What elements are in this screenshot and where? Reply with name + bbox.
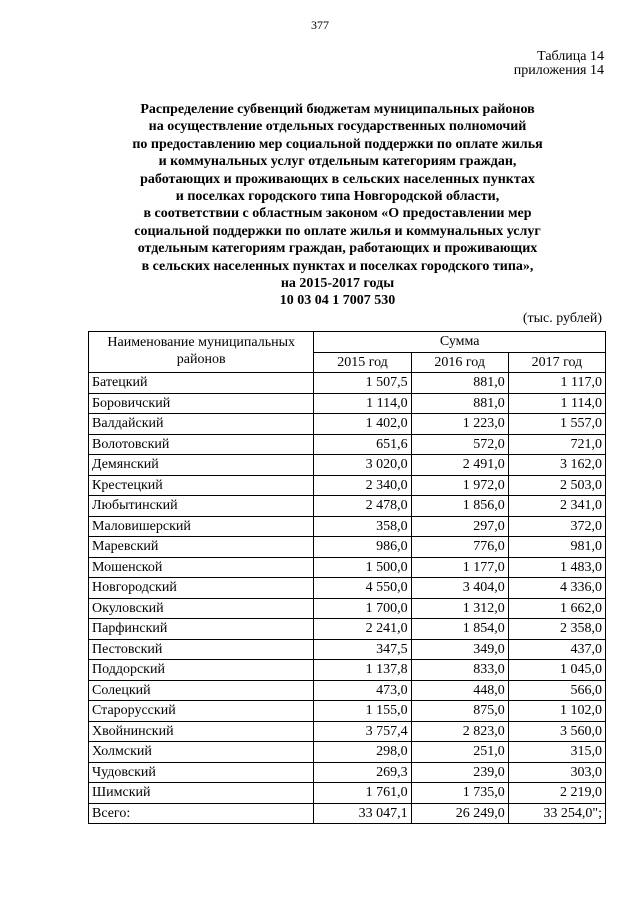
district-name-cell: Батецкий — [89, 373, 314, 394]
column-header-2016: 2016 год — [411, 352, 508, 373]
value-2016-cell: 1 735,0 — [411, 783, 508, 804]
district-name-cell: Маловишерский — [89, 516, 314, 537]
value-2015-cell: 1 114,0 — [314, 393, 411, 414]
value-2016-cell: 251,0 — [411, 742, 508, 763]
title-line: и поселках городского типа Новгородской области, — [175, 189, 500, 205]
table-row — [89, 414, 606, 435]
table-row — [89, 516, 606, 537]
district-name-cell: Поддорский — [89, 660, 314, 681]
title-line: в сельских населенных пунктах и поселках городского типа», — [141, 258, 534, 274]
value-2017-cell: 2 503,0 — [508, 475, 605, 496]
value-2015-cell: 4 550,0 — [314, 578, 411, 599]
table-row — [89, 475, 606, 496]
value-2015-cell: 347,5 — [314, 639, 411, 660]
table-row — [89, 783, 606, 804]
value-2015-cell: 1 402,0 — [314, 414, 411, 435]
district-name-cell: Новгородский — [89, 578, 314, 599]
district-name-cell: Боровичский — [89, 393, 314, 414]
document-title — [60, 101, 615, 310]
value-2015-cell: 1 137,8 — [314, 660, 411, 681]
value-2016-cell: 448,0 — [411, 680, 508, 701]
title-line: отдельным категориям граждан, работающих и проживающих — [137, 241, 538, 257]
value-2015-cell: 2 340,0 — [314, 475, 411, 496]
value-2015-cell: 3 020,0 — [314, 455, 411, 476]
page-number: 377 — [311, 18, 329, 32]
value-2015-cell: 3 757,4 — [314, 721, 411, 742]
value-2016-cell: 1 854,0 — [411, 619, 508, 640]
value-2016-cell: 349,0 — [411, 639, 508, 660]
budget-code: 10 03 04 1 7007 530 — [279, 293, 396, 309]
value-2017-cell: 437,0 — [508, 639, 605, 660]
value-2016-cell: 2 491,0 — [411, 455, 508, 476]
value-2017-cell: 2 358,0 — [508, 619, 605, 640]
value-2015-cell: 358,0 — [314, 516, 411, 537]
district-name-cell: Крестецкий — [89, 475, 314, 496]
table-row — [89, 721, 606, 742]
header-row — [89, 332, 606, 353]
table-row — [89, 660, 606, 681]
value-2017-cell: 2 219,0 — [508, 783, 605, 804]
table-row — [89, 598, 606, 619]
column-header-name: Наименование муниципальных районов — [89, 332, 314, 373]
value-2016-cell: 881,0 — [411, 373, 508, 394]
value-2015-cell: 1 761,0 — [314, 783, 411, 804]
table-row — [89, 742, 606, 763]
table-row — [89, 578, 606, 599]
district-name-cell: Демянский — [89, 455, 314, 476]
value-2016-cell: 1 177,0 — [411, 557, 508, 578]
value-2016-cell: 239,0 — [411, 762, 508, 783]
table-row — [89, 455, 606, 476]
district-name-cell: Волотовский — [89, 434, 314, 455]
column-header-2015: 2015 год — [314, 352, 411, 373]
table-row — [89, 434, 606, 455]
district-name-cell: Пестовский — [89, 639, 314, 660]
title-line: на осуществление отдельных государственных полномочий — [148, 119, 527, 135]
value-2017-cell: 1 045,0 — [508, 660, 605, 681]
value-2017-cell: 721,0 — [508, 434, 605, 455]
table-row — [89, 373, 606, 394]
value-2016-cell: 881,0 — [411, 393, 508, 414]
total-label: Всего: — [89, 803, 314, 824]
value-2015-cell: 1 155,0 — [314, 701, 411, 722]
district-name-cell: Солецкий — [89, 680, 314, 701]
annex-reference — [514, 50, 604, 78]
value-2017-cell: 1 102,0 — [508, 701, 605, 722]
value-2017-cell: 4 336,0 — [508, 578, 605, 599]
value-2016-cell: 3 404,0 — [411, 578, 508, 599]
district-name-cell: Чудовский — [89, 762, 314, 783]
district-name-cell: Любытинский — [89, 496, 314, 517]
value-2017-cell: 1 557,0 — [508, 414, 605, 435]
title-line: на 2015-2017 годы — [280, 276, 395, 292]
value-2015-cell: 298,0 — [314, 742, 411, 763]
value-2017-cell: 372,0 — [508, 516, 605, 537]
title-line: работающих и проживающих в сельских населенных пунктах — [140, 171, 535, 187]
value-2015-cell: 1 500,0 — [314, 557, 411, 578]
district-name-cell: Шимский — [89, 783, 314, 804]
value-2016-cell: 572,0 — [411, 434, 508, 455]
column-header-2017: 2017 год — [508, 352, 605, 373]
table-row — [89, 680, 606, 701]
value-2015-cell: 986,0 — [314, 537, 411, 558]
title-line: Распределение субвенций бюджетам муниципальных районов — [140, 102, 535, 117]
value-2015-cell: 2 478,0 — [314, 496, 411, 517]
value-2016-cell: 297,0 — [411, 516, 508, 537]
total-2015: 33 047,1 — [314, 803, 411, 824]
table-row — [89, 393, 606, 414]
district-name-cell: Валдайский — [89, 414, 314, 435]
value-2015-cell: 473,0 — [314, 680, 411, 701]
total-row — [89, 803, 606, 824]
district-name-cell: Хвойнинский — [89, 721, 314, 742]
annex-table-label: Таблица 14 — [537, 49, 604, 64]
value-2017-cell: 3 560,0 — [508, 721, 605, 742]
value-2017-cell: 981,0 — [508, 537, 605, 558]
annex-appendix-label: приложения 14 — [513, 63, 604, 78]
column-header-sum: Сумма — [314, 332, 606, 353]
district-name-cell: Парфинский — [89, 619, 314, 640]
value-2017-cell: 2 341,0 — [508, 496, 605, 517]
title-line: и коммунальных услуг отдельным категориям граждан, — [158, 154, 517, 170]
value-2015-cell: 651,6 — [314, 434, 411, 455]
value-2016-cell: 1 312,0 — [411, 598, 508, 619]
table-row — [89, 496, 606, 517]
total-2017: 33 254,0"; — [508, 803, 605, 824]
value-2016-cell: 2 823,0 — [411, 721, 508, 742]
value-2015-cell: 2 241,0 — [314, 619, 411, 640]
table-row — [89, 537, 606, 558]
value-2016-cell: 1 223,0 — [411, 414, 508, 435]
value-2017-cell: 1 117,0 — [508, 373, 605, 394]
value-2017-cell: 1 483,0 — [508, 557, 605, 578]
district-name-cell: Окуловский — [89, 598, 314, 619]
value-2016-cell: 776,0 — [411, 537, 508, 558]
table-row — [89, 762, 606, 783]
title-line: в соответствии с областным законом «О предоставлении мер — [143, 206, 532, 222]
value-2017-cell: 303,0 — [508, 762, 605, 783]
units-label: (тыс. рублей) — [522, 311, 602, 326]
title-line: социальной поддержки по оплате жилья и коммунальных услуг — [134, 223, 541, 239]
table-row — [89, 639, 606, 660]
district-name-cell: Холмский — [89, 742, 314, 763]
value-2017-cell: 566,0 — [508, 680, 605, 701]
subsidy-table — [88, 331, 606, 824]
value-2016-cell: 833,0 — [411, 660, 508, 681]
value-2016-cell: 1 972,0 — [411, 475, 508, 496]
table-row — [89, 557, 606, 578]
district-name-cell: Старорусский — [89, 701, 314, 722]
value-2015-cell: 1 507,5 — [314, 373, 411, 394]
value-2015-cell: 269,3 — [314, 762, 411, 783]
value-2016-cell: 875,0 — [411, 701, 508, 722]
value-2017-cell: 315,0 — [508, 742, 605, 763]
total-2016: 26 249,0 — [411, 803, 508, 824]
value-2017-cell: 3 162,0 — [508, 455, 605, 476]
district-name-cell: Мошенской — [89, 557, 314, 578]
title-line: по предоставлению мер социальной поддержки по оплате жилья — [132, 136, 543, 152]
table-row — [89, 619, 606, 640]
value-2017-cell: 1 114,0 — [508, 393, 605, 414]
district-name-cell: Маревский — [89, 537, 314, 558]
table-row — [89, 701, 606, 722]
value-2017-cell: 1 662,0 — [508, 598, 605, 619]
value-2016-cell: 1 856,0 — [411, 496, 508, 517]
value-2015-cell: 1 700,0 — [314, 598, 411, 619]
